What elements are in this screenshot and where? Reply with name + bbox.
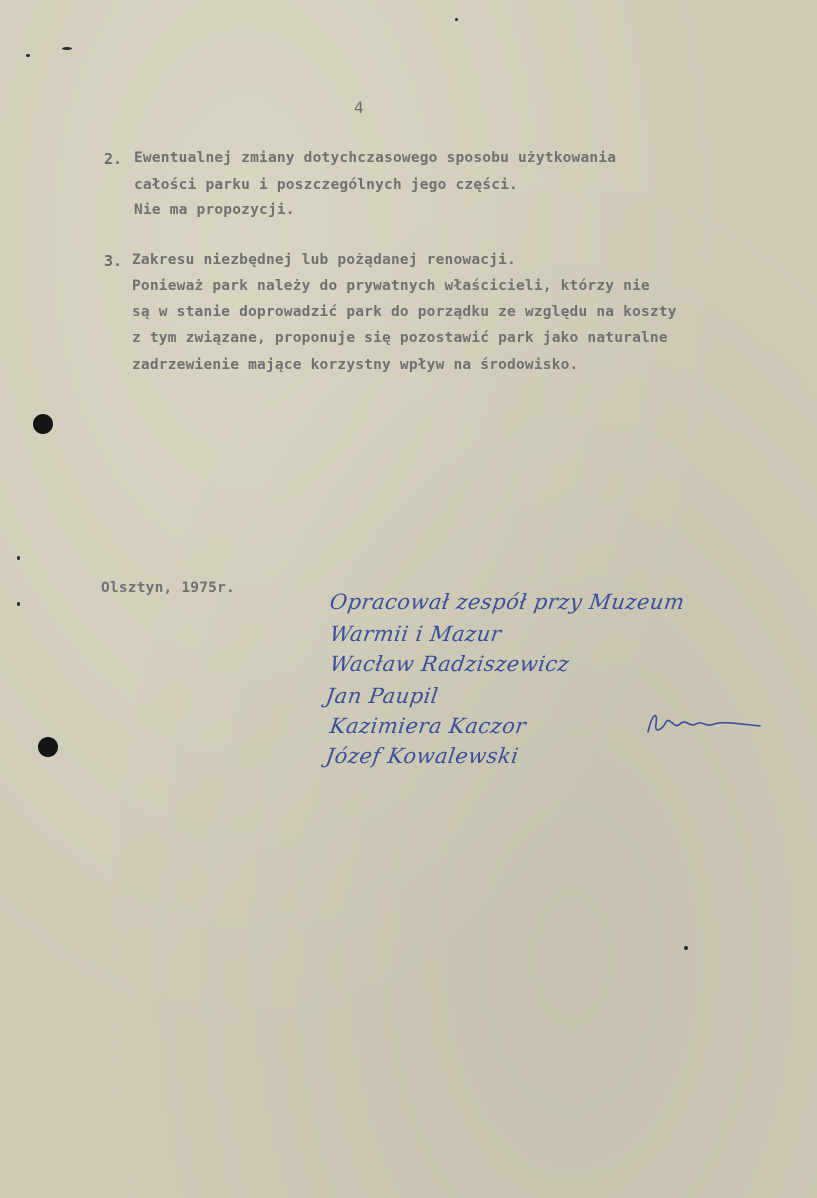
handwritten-line: Wacław Radziszewicz <box>328 652 572 676</box>
ink-speck <box>17 556 20 560</box>
handwritten-line: Józef Kowalewski <box>324 744 521 768</box>
handwritten-line: Jan Paupil <box>324 684 440 708</box>
ink-speck <box>62 47 72 50</box>
item-number: 3. <box>104 252 123 270</box>
place-date: Olsztyn, 1975r. <box>101 580 235 596</box>
item-line: zadrzewienie mające korzystny wpływ na środowisko. <box>132 357 579 373</box>
ink-speck <box>17 602 20 606</box>
ink-speck <box>455 18 458 21</box>
ink-speck <box>684 946 688 950</box>
item-line: Nie ma propozycji. <box>134 202 295 218</box>
punch-hole-bottom <box>38 737 58 757</box>
handwritten-line: Kazimiera Kaczor <box>328 714 528 738</box>
handwritten-line: Warmii i Mazur <box>328 622 504 646</box>
ink-speck <box>26 54 30 57</box>
item-line: Ewentualnej zmiany dotychczasowego sposobu użytkowania <box>134 150 617 166</box>
item-line: z tym związane, proponuje się pozostawić park jako naturalne <box>132 330 668 346</box>
punch-hole-top <box>33 414 53 434</box>
item-number: 2. <box>104 150 123 168</box>
item-line: Ponieważ park należy do prywatnych właścicieli, którzy nie <box>132 278 650 294</box>
item-line: Zakresu niezbędnej lub pożądanej renowacji. <box>132 252 516 268</box>
item-line: całości parku i poszczególnych jego części. <box>134 177 518 193</box>
handwritten-line: Opracował zespół przy Muzeum <box>328 590 687 614</box>
item-line: są w stanie doprowadzić park do porządku ze względu na koszty <box>132 304 677 320</box>
signature-scribble <box>644 704 764 740</box>
page-number: 4 <box>354 98 364 117</box>
